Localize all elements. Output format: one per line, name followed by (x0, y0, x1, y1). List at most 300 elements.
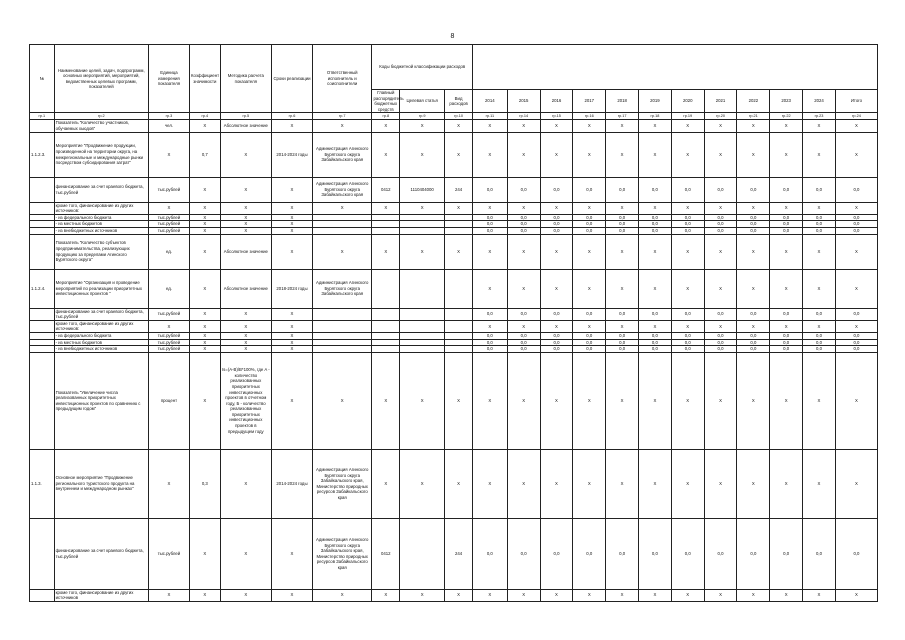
cell-coef: Х (189, 214, 220, 221)
cell-value: Х (671, 202, 704, 214)
cell-vr (445, 214, 473, 221)
cell-value: 0,0 (507, 308, 540, 320)
header-row (30, 45, 878, 90)
cell-method: Х (220, 518, 271, 589)
column-number: гр.14 (507, 113, 540, 120)
cell-term: Х (271, 308, 312, 320)
cell-value: Х (737, 352, 770, 449)
header-unit: Единица измерения показателя (148, 45, 189, 113)
cell-value: Х (540, 202, 573, 214)
header-grbs: Главный распорядитель бюджетных средств (373, 90, 404, 112)
cell-unit: процент (148, 352, 189, 449)
cell-value: Х (803, 352, 836, 449)
cell-value: 0,0 (737, 346, 770, 353)
cell-value: 0,0 (835, 308, 877, 320)
column-number: гр.4 (189, 113, 220, 120)
cell-num (30, 518, 55, 589)
cell-value: 0,0 (671, 332, 704, 339)
cell-vr: Х (445, 234, 473, 269)
cell-csr (400, 339, 445, 346)
cell-term: Х (271, 339, 312, 346)
cell-value: Х (671, 269, 704, 308)
cell-value: 0,0 (639, 221, 672, 228)
cell-value: Х (639, 589, 672, 601)
cell-value: 0,0 (472, 346, 507, 353)
column-number: гр.1 (30, 113, 55, 120)
cell-unit: Х (148, 589, 189, 601)
cell-value: Х (835, 202, 877, 214)
column-number: гр.3 (148, 113, 189, 120)
cell-name: - из федерального бюджета (54, 332, 148, 339)
cell-value: 0,0 (737, 227, 770, 234)
cell-value: Х (704, 120, 737, 132)
cell-value: 0,0 (671, 518, 704, 589)
cell-method: Х (220, 214, 271, 221)
cell-value: Х (803, 234, 836, 269)
cell-value: 0,0 (835, 177, 877, 202)
cell-value: Х (803, 589, 836, 601)
cell-value: 0,0 (573, 214, 606, 221)
cell-value: Х (671, 132, 704, 177)
cell-grbs (372, 308, 400, 320)
cell-value: Х (671, 449, 704, 518)
cell-value: Х (835, 132, 877, 177)
cell-method: Х (220, 308, 271, 320)
cell-grbs: Х (372, 589, 400, 601)
cell-value: Х (507, 352, 540, 449)
table-row (30, 449, 878, 518)
cell-num (30, 346, 55, 353)
cell-value: Х (472, 449, 507, 518)
cell-value: Х (573, 234, 606, 269)
cell-name: - из федерального бюджета (54, 214, 148, 221)
cell-value: 0,0 (507, 221, 540, 228)
cell-name: - из внебюджетных источников (54, 346, 148, 353)
cell-name: Мероприятие "Организация и проведение мероприятий по реализации приоритетных инвестиционных проектов " (54, 269, 148, 308)
cell-name: Мероприятие "Продвижение продукции, произведенной на территории округа, на межрегиональные и международные рынки посредством субсидирования затрат" (54, 132, 148, 177)
cell-value: Х (573, 449, 606, 518)
column-number: гр.22 (770, 113, 803, 120)
cell-term: Х (271, 320, 312, 332)
cell-value: 0,0 (803, 308, 836, 320)
cell-value: Х (540, 449, 573, 518)
column-number: гр.18 (639, 113, 672, 120)
cell-term: Х (271, 518, 312, 589)
cell-value: Х (573, 589, 606, 601)
cell-resp: Администрация Агинского Бурятского округа Забайкальского края, Министерство природных ресурсов Забайкальского края (312, 518, 371, 589)
cell-value: 0,0 (540, 177, 573, 202)
cell-resp: Х (312, 120, 371, 132)
cell-grbs (372, 339, 400, 346)
cell-vr (445, 221, 473, 228)
column-number: гр.8 (372, 113, 400, 120)
cell-name: финансирование за счет краевого бюджета, тыс.рублей (54, 518, 148, 589)
cell-csr: 1110404000 (400, 177, 445, 202)
cell-vr: Х (445, 352, 473, 449)
cell-num (30, 352, 55, 449)
cell-num (30, 120, 55, 132)
table-row (30, 339, 878, 346)
cell-value: Х (507, 202, 540, 214)
cell-value: Х (540, 269, 573, 308)
cell-resp (312, 214, 371, 221)
cell-coef: Х (189, 177, 220, 202)
header-csr: Целевая статья (400, 90, 445, 113)
cell-name: Показатель "Увеличение числа реализованных приоритетных инвестиционных проектов по сравнению с предыдущим годом" (54, 352, 148, 449)
cell-value: Х (606, 320, 639, 332)
cell-method: Х (220, 221, 271, 228)
cell-value: 0,0 (835, 227, 877, 234)
cell-coef: Х (189, 202, 220, 214)
header-year: 2022 (737, 90, 770, 113)
cell-value: 0,0 (472, 221, 507, 228)
cell-value: 0,0 (737, 177, 770, 202)
cell-value: 0,0 (704, 518, 737, 589)
cell-term: Х (271, 352, 312, 449)
header-year: 2020 (671, 90, 704, 113)
cell-value: 0,0 (606, 518, 639, 589)
cell-value: 0,0 (472, 518, 507, 589)
cell-value: Х (606, 449, 639, 518)
cell-coef: Х (189, 518, 220, 589)
cell-value: Х (704, 202, 737, 214)
column-number: гр.5 (220, 113, 271, 120)
table-row (30, 518, 878, 589)
cell-value: Х (770, 132, 803, 177)
cell-value: Х (737, 234, 770, 269)
cell-resp: Администрация Агинского Бурятского округа Забайкальского края (312, 132, 371, 177)
cell-value: Х (472, 234, 507, 269)
cell-value: Х (770, 269, 803, 308)
cell-value: 0,0 (606, 214, 639, 221)
cell-value: Х (606, 269, 639, 308)
cell-resp: Администрация Агинского Бурятского округа Забайкальского края, Министерство природных ресурсов Забайкальского края (312, 449, 371, 518)
cell-value: 0,0 (606, 332, 639, 339)
cell-value: Х (507, 269, 540, 308)
cell-value: Х (472, 269, 507, 308)
cell-value: 0,0 (737, 221, 770, 228)
cell-grbs (372, 221, 400, 228)
cell-value: Х (507, 449, 540, 518)
cell-csr (400, 269, 445, 308)
cell-value: 0,0 (540, 308, 573, 320)
cell-value: 0,0 (573, 308, 606, 320)
cell-num (30, 227, 55, 234)
cell-value: 0,0 (737, 339, 770, 346)
cell-name: Показатель "Количество участников, обучаемых хьюдов" (54, 120, 148, 132)
cell-method: Абсолютное значение (220, 269, 271, 308)
cell-unit: тыс.рублей (148, 332, 189, 339)
table-row (30, 352, 878, 449)
cell-value: Х (770, 589, 803, 601)
cell-vr: Х (445, 202, 473, 214)
cell-vr: Х (445, 132, 473, 177)
cell-value: 0,0 (835, 518, 877, 589)
cell-value: 0,0 (573, 518, 606, 589)
cell-unit: тыс.рублей (148, 177, 189, 202)
cell-value: 0,0 (770, 177, 803, 202)
cell-unit: тыс.рублей (148, 346, 189, 353)
cell-term: Х (271, 589, 312, 601)
table-row (30, 346, 878, 353)
cell-resp: Х (312, 234, 371, 269)
cell-value: Х (737, 589, 770, 601)
cell-value: 0,0 (803, 346, 836, 353)
cell-value: 0,0 (507, 214, 540, 221)
cell-csr: Х (400, 449, 445, 518)
cell-grbs: Х (372, 449, 400, 518)
cell-value: 0,0 (606, 346, 639, 353)
cell-value: 0,0 (803, 214, 836, 221)
cell-value: Х (606, 352, 639, 449)
cell-unit: ед. (148, 234, 189, 269)
cell-csr (400, 214, 445, 221)
cell-value: 0,0 (472, 308, 507, 320)
cell-value: Х (704, 320, 737, 332)
cell-csr: Х (400, 202, 445, 214)
cell-value: 0,0 (606, 227, 639, 234)
cell-coef: 0,3 (189, 449, 220, 518)
table-row (30, 120, 878, 132)
cell-name: - из местных бюджетов (54, 339, 148, 346)
cell-grbs: Х (372, 120, 400, 132)
header-year: 2017 (573, 90, 606, 113)
cell-value: Х (606, 234, 639, 269)
header-vr: Вид расходов (445, 90, 473, 113)
cell-term: Х (271, 227, 312, 234)
cell-value: Х (540, 589, 573, 601)
cell-value: 0,0 (835, 332, 877, 339)
cell-unit: тыс.рублей (148, 221, 189, 228)
cell-num (30, 177, 55, 202)
cell-grbs: Х (372, 352, 400, 449)
cell-name: - из внебюджетных источников (54, 227, 148, 234)
header-method: Методика расчета показателя (220, 45, 271, 113)
cell-value: 0,0 (770, 227, 803, 234)
cell-value: 0,0 (507, 339, 540, 346)
cell-value: 0,0 (606, 308, 639, 320)
cell-value: Х (639, 320, 672, 332)
budget-table (29, 44, 878, 602)
header-term: Сроки реализации (271, 45, 312, 113)
cell-term: 2014-2024 годы (271, 132, 312, 177)
cell-value: Х (835, 234, 877, 269)
cell-name: кроме того, финансирование из других источников: (54, 202, 148, 214)
cell-csr (400, 332, 445, 339)
cell-term: Х (271, 177, 312, 202)
cell-value: 0,0 (639, 332, 672, 339)
table-row (30, 132, 878, 177)
cell-value: Х (573, 352, 606, 449)
cell-csr (400, 227, 445, 234)
cell-grbs (372, 214, 400, 221)
cell-term: Х (271, 202, 312, 214)
column-number: гр.10 (445, 113, 473, 120)
cell-coef: Х (189, 227, 220, 234)
cell-value: Х (540, 120, 573, 132)
column-number: гр.23 (803, 113, 836, 120)
cell-method: Х (220, 332, 271, 339)
column-number: гр.19 (671, 113, 704, 120)
cell-value: 0,0 (835, 221, 877, 228)
cell-value: Х (803, 132, 836, 177)
cell-num (30, 320, 55, 332)
cell-value: 0,0 (540, 339, 573, 346)
cell-value: 0,0 (704, 346, 737, 353)
cell-csr (400, 346, 445, 353)
cell-csr: Х (400, 234, 445, 269)
column-number: гр.24 (835, 113, 877, 120)
cell-unit: чел. (148, 120, 189, 132)
cell-value: 0,0 (770, 346, 803, 353)
column-number: гр.2 (54, 113, 148, 120)
cell-resp: Администрация Агинского Бурятского округа Забайкальского края (312, 177, 371, 202)
cell-resp (312, 339, 371, 346)
table-row (30, 214, 878, 221)
cell-value: 0,0 (671, 308, 704, 320)
cell-value: Х (803, 320, 836, 332)
cell-value: 0,0 (704, 332, 737, 339)
cell-value: 0,0 (737, 518, 770, 589)
cell-value: 0,0 (835, 346, 877, 353)
cell-value: 0,0 (639, 177, 672, 202)
cell-vr: Х (445, 589, 473, 601)
header-year: 2024 (803, 90, 836, 113)
cell-name: кроме того, финансирование из других источников (54, 589, 148, 601)
cell-term: Х (271, 221, 312, 228)
cell-unit: Х (148, 202, 189, 214)
cell-csr: Х (400, 120, 445, 132)
cell-value: Х (671, 120, 704, 132)
cell-name: Показатель "Количество субъектов предпринимательства, реализующих продукцию за пределами Агинского Бурятского округа" (54, 234, 148, 269)
column-number: гр.6 (271, 113, 312, 120)
cell-value: Х (737, 269, 770, 308)
cell-value: Х (835, 120, 877, 132)
cell-grbs: Х (372, 234, 400, 269)
cell-method: Х (220, 320, 271, 332)
column-number: гр.11 (472, 113, 507, 120)
cell-value: 0,0 (573, 332, 606, 339)
cell-value: 0,0 (737, 214, 770, 221)
cell-method: Х (220, 339, 271, 346)
cell-value: 0,0 (803, 332, 836, 339)
cell-value: Х (803, 120, 836, 132)
cell-value: 0,0 (573, 177, 606, 202)
cell-num: 1.1.2.3. (30, 132, 55, 177)
cell-coef: Х (189, 339, 220, 346)
cell-resp (312, 332, 371, 339)
cell-value: Х (606, 589, 639, 601)
cell-vr (445, 227, 473, 234)
cell-value: 0,0 (803, 339, 836, 346)
cell-value: Х (507, 132, 540, 177)
header-codes: Коды бюджетной классификации расходов (372, 45, 472, 90)
cell-num (30, 332, 55, 339)
cell-value: Х (770, 234, 803, 269)
column-number: гр.7 (312, 113, 371, 120)
cell-value: Х (737, 320, 770, 332)
header-year: 2014 (472, 90, 507, 113)
cell-value: Х (671, 320, 704, 332)
cell-value: Х (606, 202, 639, 214)
cell-value: 0,0 (835, 214, 877, 221)
cell-name: - из местных бюджетов (54, 221, 148, 228)
cell-vr: Х (445, 120, 473, 132)
cell-value: Х (573, 132, 606, 177)
cell-value: Х (540, 234, 573, 269)
cell-value: Х (704, 234, 737, 269)
cell-csr: Х (400, 589, 445, 601)
cell-value: Х (606, 132, 639, 177)
header-year: 2021 (704, 90, 737, 113)
cell-coef: Х (189, 269, 220, 308)
cell-value: 0,0 (671, 214, 704, 221)
cell-value: Х (770, 320, 803, 332)
cell-term: 2018-2024 годы (271, 269, 312, 308)
cell-value: Х (472, 320, 507, 332)
cell-value: 0,0 (507, 177, 540, 202)
cell-value: Х (671, 352, 704, 449)
column-number: гр.17 (606, 113, 639, 120)
cell-coef: Х (189, 221, 220, 228)
cell-value: 0,0 (671, 346, 704, 353)
cell-unit: тыс.рублей (148, 339, 189, 346)
cell-value: 0,0 (671, 221, 704, 228)
cell-csr: Х (400, 132, 445, 177)
cell-unit: Х (148, 320, 189, 332)
cell-grbs (372, 320, 400, 332)
table-row (30, 320, 878, 332)
cell-name: кроме того, финансирование из других источников: (54, 320, 148, 332)
cell-value: Х (507, 589, 540, 601)
cell-num: 1.1.3. (30, 449, 55, 518)
cell-value: 0,0 (671, 177, 704, 202)
cell-value: 0,0 (835, 339, 877, 346)
table-row (30, 221, 878, 228)
header-resp: Ответственный исполнитель и соисполнители (312, 45, 371, 113)
cell-value: 0,0 (770, 339, 803, 346)
cell-term: Х (271, 120, 312, 132)
cell-value: Х (639, 269, 672, 308)
cell-method: Х (220, 589, 271, 601)
cell-num (30, 221, 55, 228)
column-number-row (30, 113, 878, 120)
cell-value: 0,0 (704, 221, 737, 228)
cell-value: Х (507, 120, 540, 132)
cell-value: 0,0 (639, 339, 672, 346)
cell-value: Х (803, 202, 836, 214)
cell-method: Х (220, 202, 271, 214)
cell-grbs: Х (372, 132, 400, 177)
cell-vr: Х (445, 449, 473, 518)
cell-value: 0,0 (803, 221, 836, 228)
cell-value: Х (573, 202, 606, 214)
cell-value: 0,0 (472, 214, 507, 221)
cell-value: Х (737, 449, 770, 518)
cell-term: Х (271, 332, 312, 339)
cell-resp (312, 227, 371, 234)
header-total: Итого (835, 90, 877, 113)
cell-value: Х (639, 132, 672, 177)
cell-value: 0,0 (704, 308, 737, 320)
cell-vr (445, 269, 473, 308)
cell-resp: Х (312, 202, 371, 214)
cell-value: 0,0 (803, 518, 836, 589)
header-coef: Коэффициент значимости (189, 45, 220, 113)
cell-value: Х (704, 449, 737, 518)
cell-value: 0,0 (606, 177, 639, 202)
cell-value: Х (639, 202, 672, 214)
